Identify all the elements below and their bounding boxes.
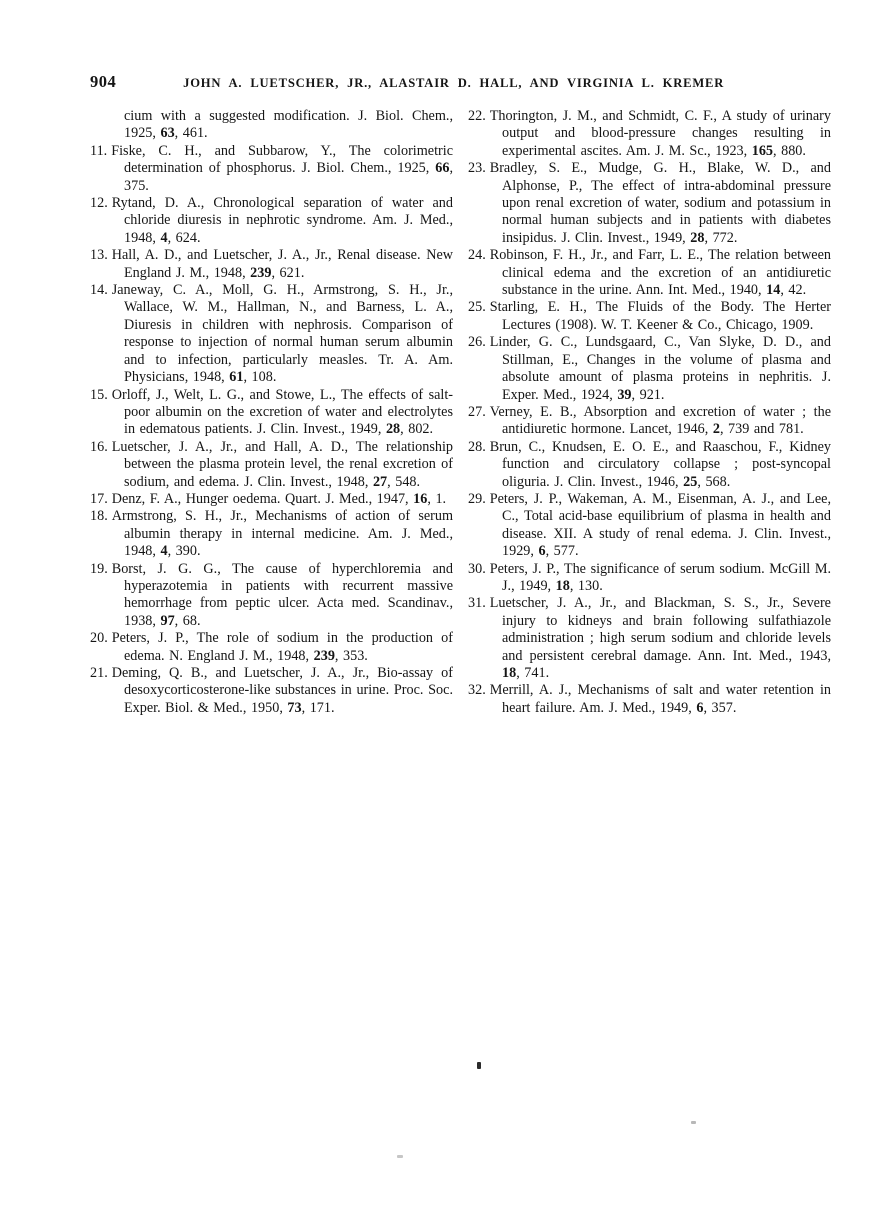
reference-number: 19.: [90, 560, 108, 577]
reference-item: [90, 387, 453, 439]
reference-number: 18.: [90, 508, 108, 525]
volume-number: 25: [683, 473, 698, 490]
reference-number: 30.: [468, 560, 486, 577]
page-header: [90, 72, 831, 92]
reference-number: 22.: [468, 108, 486, 124]
reference-number: 29.: [468, 490, 486, 507]
reference-item: [468, 491, 831, 561]
reference-item: [468, 595, 831, 682]
reference-text: , 577.: [545, 543, 579, 560]
reference-text: Rytand, D. A., Chronological separation of water and chloride diuresis in nephrotic syndrome. Am. J. Med., 1948,: [111, 195, 453, 246]
reference-text: , 921.: [631, 386, 665, 403]
reference-text: Robinson, F. H., Jr., and Farr, L. E., The relation between clinical edema and the excretion of an antidiuretic substance in the urine. Ann. Int. Med., 1940,: [489, 247, 831, 299]
reference-text: Thorington, J. M., and Schmidt, C. F., A study of urinary output and blood-pressure changes resulting in experimental ascites. Am. J. M. Sc., 1923,: [489, 108, 831, 159]
reference-text: Luetscher, J. A., Jr., and Blackman, S. S., Jr., Severe injury to kidneys and brain following sulfathiazole administration ; high serum sodium and chloride levels and persistent cerebral damage. Ann. Int. Med., 1943,: [489, 595, 831, 664]
reference-text: , 171.: [301, 699, 335, 716]
reference-item: [468, 404, 831, 439]
references-column-right: [468, 108, 831, 717]
volume-number: 61: [229, 369, 244, 386]
reference-text: cium with a suggested modification. J. Biol. Chem., 1925,: [124, 108, 453, 142]
volume-number: 239: [250, 264, 272, 281]
volume-number: 97: [160, 612, 175, 629]
reference-text: Linder, G. C., Lundsgaard, C., Van Slyke, D. D., and Stillman, E., Changes in the volume of plasma and absolute amount of plasma proteins in nephritis. J. Exper. Med., 1924,: [489, 334, 831, 403]
volume-number: 28: [385, 421, 401, 438]
reference-item: [468, 108, 831, 160]
reference-item: [90, 561, 453, 631]
reference-number: 28.: [468, 438, 486, 455]
reference-number: 12.: [90, 195, 108, 212]
reference-text: , 624.: [167, 229, 201, 246]
reference-text: , 42.: [780, 282, 807, 299]
reference-number: 20.: [90, 630, 108, 647]
reference-text: Peters, J. P., Wakeman, A. M., Eisenman, A. J., and Lee, C., Total acid-base equilibrium of plasma in health and disease. XII. A study of renal edema. J. Clin. Invest., 1929,: [489, 490, 831, 560]
reference-number: 16.: [90, 438, 108, 455]
reference-number: 25.: [468, 299, 486, 316]
reference-item: [468, 160, 831, 247]
volume-number: 63: [160, 125, 175, 142]
reference-item: [468, 439, 831, 491]
volume-number: 2: [712, 421, 720, 438]
reference-text: , 568.: [697, 473, 731, 490]
reference-number: 14.: [90, 282, 108, 299]
reference-text: Luetscher, J. A., Jr., and Hall, A. D., The relationship between the plasma protein level, the renal excretion of sodium, and edema. J. Clin. Invest., 1948,: [111, 438, 453, 490]
running-head: JOHN A. LUETSCHER, JR., ALASTAIR D. HALL, AND VIRGINIA L. KREMER: [183, 76, 725, 90]
reference-number: 26.: [468, 334, 486, 351]
reference-number: 23.: [468, 160, 486, 177]
volume-number: 28: [690, 229, 705, 246]
reference-text: Orloff, J., Welt, L. G., and Stowe, L., The effects of salt-poor albumin on the excretion of water and electrolytes in edematous patients. J. Clin. Invest., 1949,: [111, 386, 453, 438]
reference-text: Denz, F. A., Hunger oedema. Quart. J. Med., 1947,: [111, 490, 414, 507]
reference-number: 31.: [468, 595, 486, 612]
reference-text: , 357.: [703, 699, 737, 716]
scan-speck: [397, 1155, 403, 1158]
reference-text: , 548.: [387, 473, 421, 490]
reference-text: Merrill, A. J., Mechanisms of salt and water retention in heart failure. Am. J. Med., 1949,: [489, 682, 831, 716]
volume-number: 18: [502, 665, 517, 681]
volume-number: 4: [160, 543, 168, 560]
reference-number: 21.: [90, 665, 108, 681]
reference-text: , 461.: [174, 125, 208, 142]
reference-item: [90, 491, 453, 508]
reference-text: , 353.: [334, 647, 368, 664]
reference-text: Fiske, C. H., and Subbarow, Y., The colorimetric determination of phosphorus. J. Biol. Chem., 1925,: [111, 142, 453, 177]
page-number: 904: [90, 72, 117, 91]
reference-text: Hall, A. D., and Luetscher, J. A., Jr., Renal disease. New England J. M., 1948,: [111, 247, 453, 281]
reference-text: Bradley, S. E., Mudge, G. H., Blake, W. D., and Alphonse, P., The effect of intra-abdominal pressure upon renal excretion of water, sodium and potassium in normal human subjects and in patients with diabetes insipidus. J. Clin. Invest., 1949,: [489, 160, 831, 246]
reference-number: 32.: [468, 682, 486, 699]
reference-text: , 621.: [271, 264, 305, 281]
reference-text: , 772.: [704, 229, 738, 246]
reference-text: , 375.: [124, 160, 453, 194]
reference-text: , 802.: [400, 421, 434, 438]
reference-text: , 68.: [174, 612, 201, 629]
reference-text: Borst, J. G. G., The cause of hyperchloremia and hyperazotemia in patients with recurrent massive hemorrhage from peptic ulcer. Acta med. Scandinav., 1938,: [111, 560, 453, 629]
volume-number: 16: [413, 490, 428, 507]
reference-item: [90, 282, 453, 386]
volume-number: 6: [538, 543, 546, 560]
volume-number: 39: [617, 386, 632, 403]
references-section: [90, 108, 831, 717]
reference-text: Janeway, C. A., Moll, G. H., Armstrong, S. H., Jr., Wallace, W. M., Hallman, N., and Barness, L. A., Diuresis in children with nephrosis. Comparison of response to injection of normal human serum albumin and to infection, particularly measles. Tr. A. Am. Physicians, 1948,: [111, 282, 453, 386]
reference-text: Starling, E. H., The Fluids of the Body. The Herter Lectures (1908). W. T. Keener & Co., Chicago, 1909.: [489, 299, 831, 333]
reference-number: 17.: [90, 490, 108, 507]
reference-number: 15.: [90, 386, 108, 403]
volume-number: 4: [160, 229, 168, 246]
reference-text: Deming, Q. B., and Luetscher, J. A., Jr., Bio-assay of desoxycorticosterone-like substances in urine. Proc. Soc. Exper. Biol. & Med., 1950,: [111, 665, 453, 716]
reference-item: [90, 108, 453, 143]
reference-number: 24.: [468, 247, 486, 264]
reference-text: , 108.: [243, 369, 277, 386]
page-content: [90, 72, 831, 717]
reference-number: 13.: [90, 247, 108, 264]
scan-speck: [477, 1062, 481, 1069]
reference-text: , 1.: [427, 490, 447, 507]
volume-number: 18: [555, 577, 570, 594]
volume-number: 6: [696, 699, 704, 716]
reference-item: [90, 195, 453, 247]
reference-item: [90, 439, 453, 491]
scan-speck: [691, 1121, 696, 1124]
reference-text: Brun, C., Knudsen, E. O. E., and Raaschou, F., Kidney function and circulatory collapse ; post-syncopal oliguria. J. Clin. Invest., 1946,: [489, 438, 831, 490]
reference-text: , 130.: [569, 577, 603, 594]
volume-number: 239: [313, 647, 335, 664]
volume-number: 73: [287, 699, 302, 716]
reference-text: , 390.: [167, 543, 201, 560]
references-column-left: [90, 108, 453, 717]
reference-text: Peters, J. P., The role of sodium in the production of edema. N. England J. M., 1948,: [111, 630, 453, 664]
reference-number: 27.: [468, 403, 486, 420]
volume-number: 66: [435, 160, 450, 177]
reference-text: Armstrong, S. H., Jr., Mechanisms of action of serum albumin therapy in internal medicine. Am. J. Med., 1948,: [111, 508, 453, 560]
reference-item: [90, 665, 453, 717]
reference-text: , 739 and 781.: [719, 421, 804, 438]
reference-text: Verney, E. B., Absorption and excretion of water ; the antidiuretic hormone. Lancet, 1946,: [489, 403, 831, 438]
reference-item: [468, 682, 831, 717]
reference-item: [468, 299, 831, 334]
reference-item: [468, 247, 831, 299]
volume-number: 27: [372, 473, 388, 490]
reference-item: [90, 630, 453, 665]
volume-number: 165: [751, 142, 774, 159]
reference-item: [90, 247, 453, 282]
reference-number: 11.: [90, 142, 108, 159]
reference-item: [468, 561, 831, 596]
reference-item: [90, 508, 453, 560]
reference-text: , 741.: [516, 665, 550, 681]
reference-item: [90, 143, 453, 195]
reference-item: [468, 334, 831, 404]
volume-number: 14: [766, 282, 781, 299]
reference-text: Peters, J. P., The significance of serum sodium. McGill M. J., 1949,: [489, 560, 831, 594]
reference-text: , 880.: [773, 142, 806, 159]
